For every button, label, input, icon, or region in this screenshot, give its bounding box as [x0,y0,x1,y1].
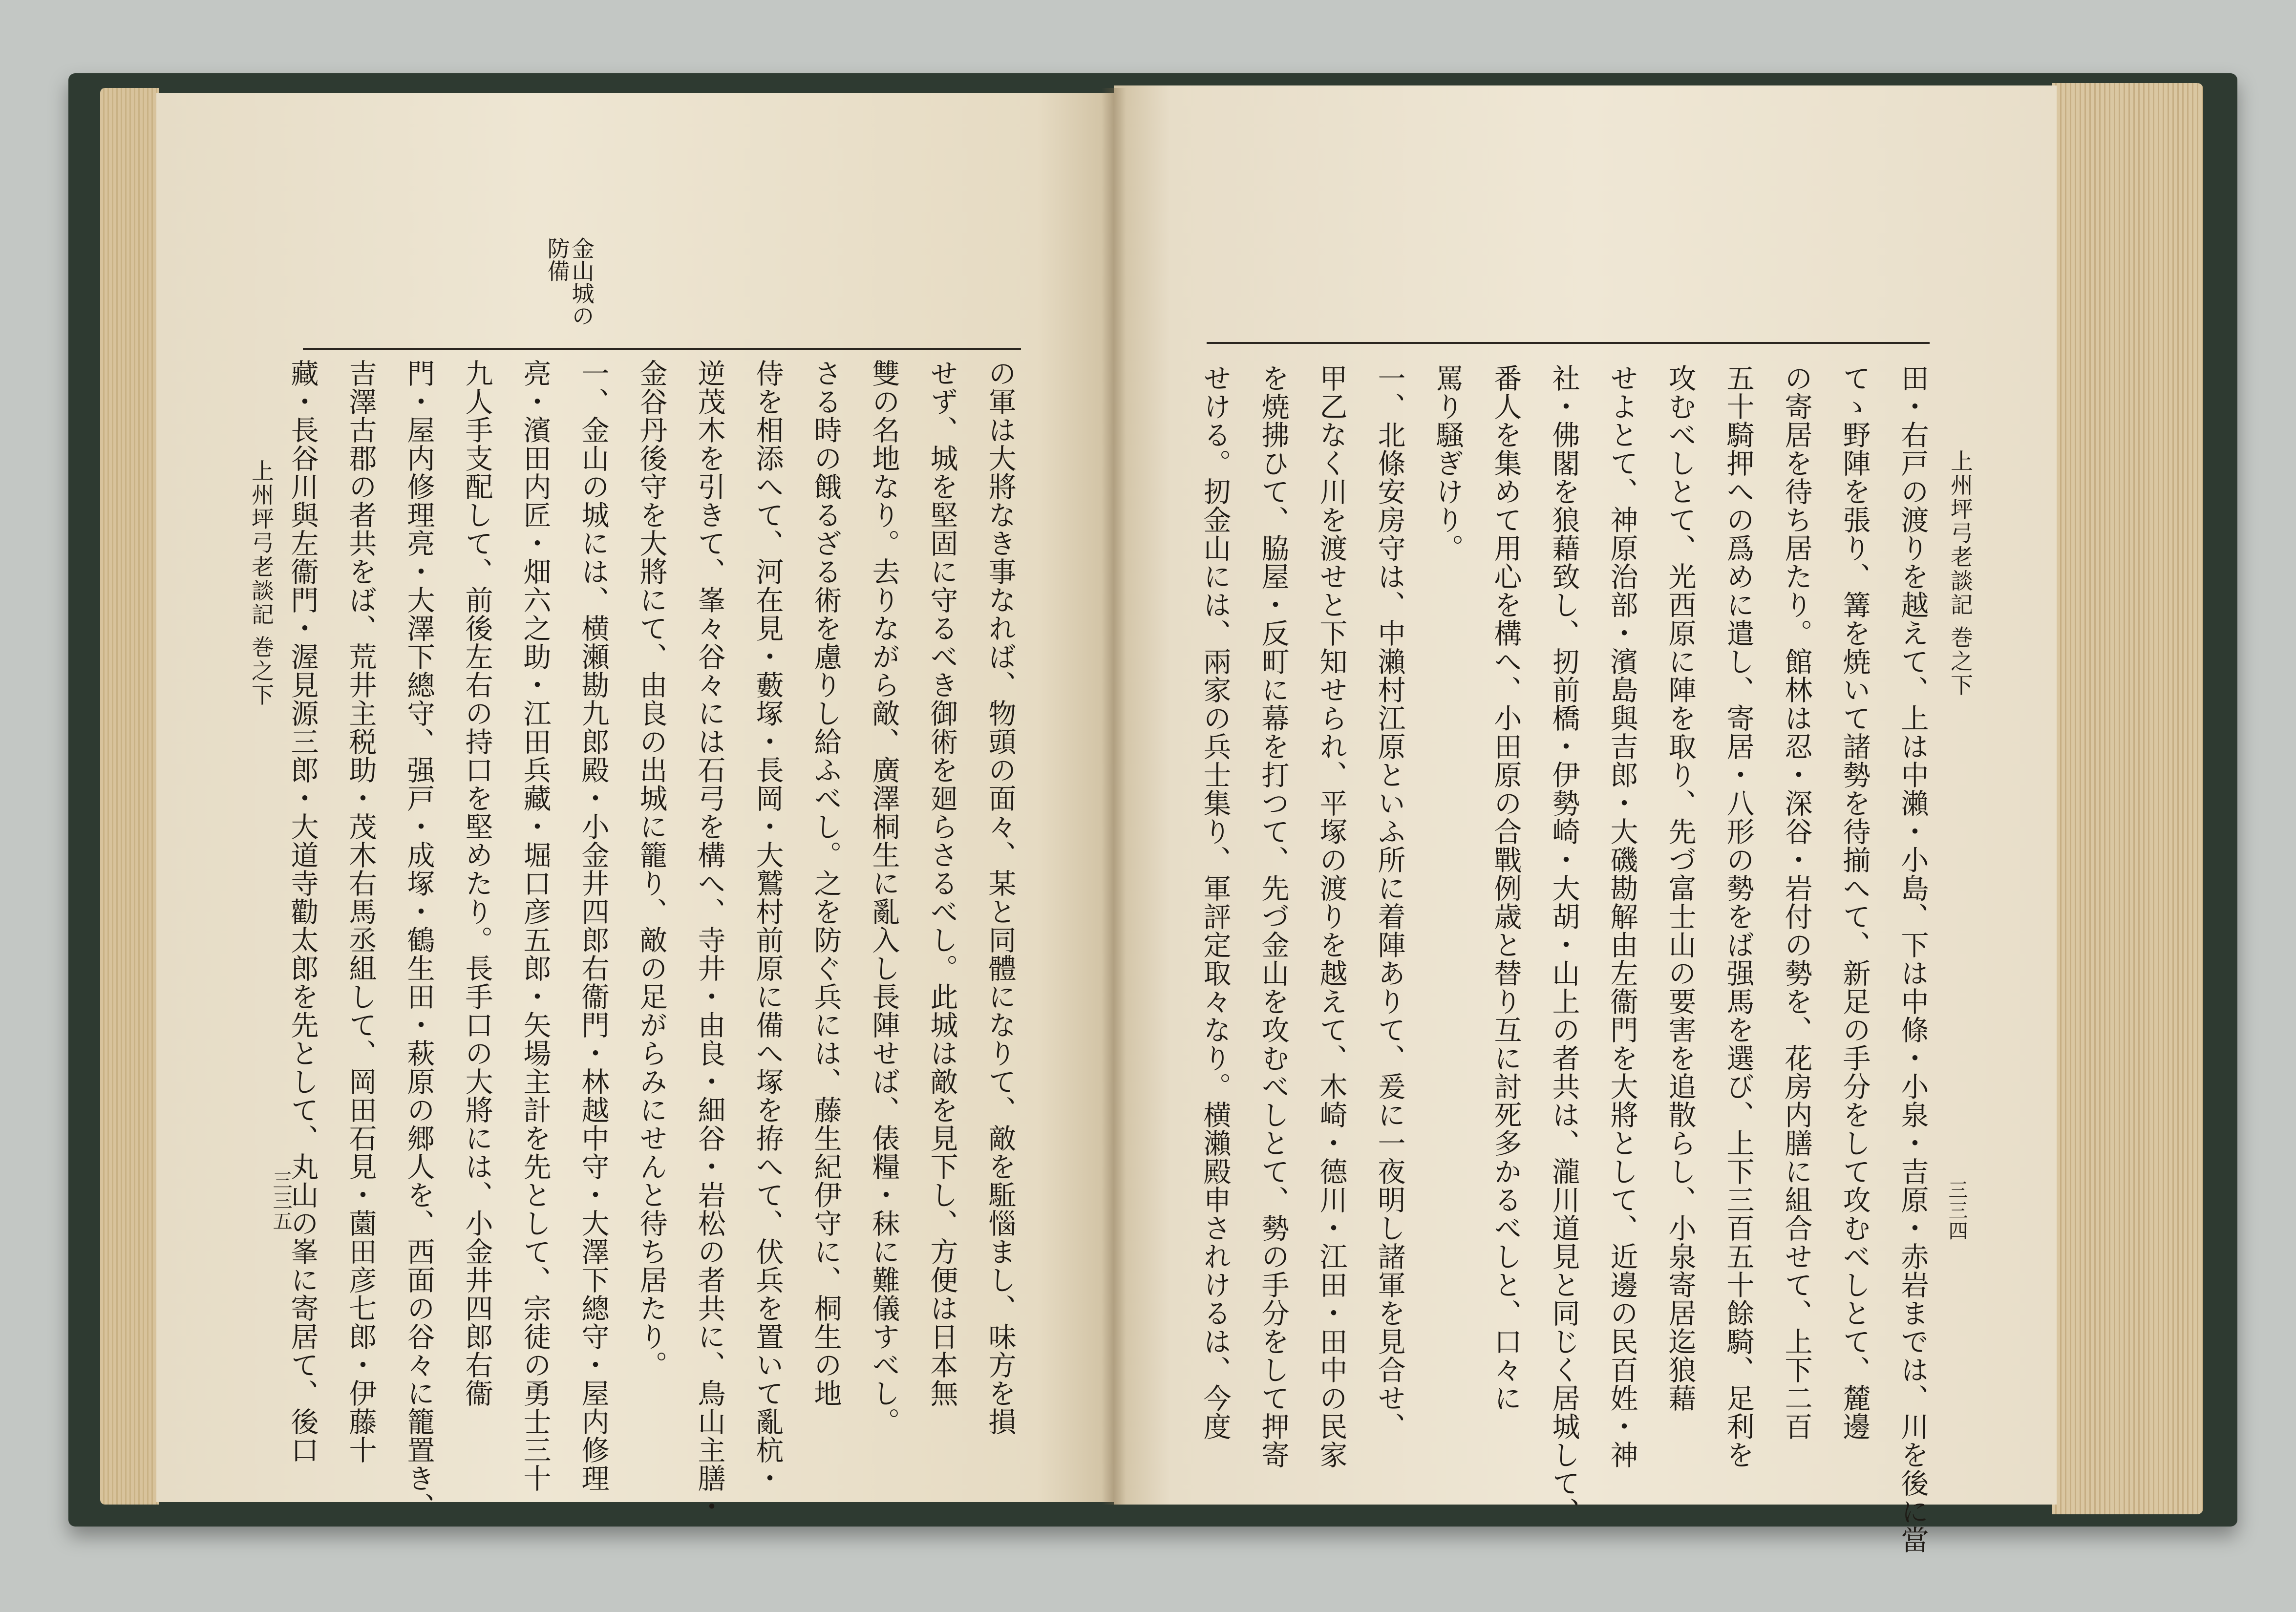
text-column: 一、金山の城には、横瀬勘九郎殿・小金井四郎右衞門・林越中守・大澤下總守・屋内修理 [577,359,609,1492]
text-column: 藏・長谷川與左衞門・渥見源三郎・大道寺勸太郎を先として、丸山の峯に寄居て、後口 [286,359,319,1464]
text-column: の軍は大將なき事なれば、物頭の面々、某と同體になりて、敵を駈惱まし、味方を損 [984,359,1016,1436]
text-column: 番人を集めて用心を構へ、小田原の合戰例歳と替り互に討死多かるべしと、口々に [1489,364,1522,1412]
text-column: の寄居を待ち居たり。館林は忍・深谷・岩付の勢を、花房内膳に組合せて、上下二百 [1780,364,1812,1441]
text-column: 逆茂木を引きて、峯々谷々には石弓を構へ、寺井・由良・細谷・岩松の者共に、鳥山主膳・ [693,359,725,1521]
text-column: さる時の餓るざる術を慮りし給ふべし。之を防ぐ兵には、藤生紀伊守に、桐生の地 [809,359,842,1407]
text-column: 亮・濱田内匠・畑六之助・江田兵藏・堀口彦五郎・矢場主計を先として、宗徒の勇士三十 [519,359,551,1492]
text-column: 雙の名地なり。去りながら敵、廣澤桐生に亂入し長陣せば、俵糧・秣に難儀すべし。 [868,359,900,1436]
right-running-title: 上州坪弓老談記 巻之下 [1947,449,1974,698]
page-edges-right [2052,83,2203,1514]
text-column: せける。扨金山には、兩家の兵士集り、軍評定取々なり。横瀨殿申されけるは、今度 [1199,364,1231,1441]
text-column: 吉澤古郡の者共をば、荒井主税助・茂木右馬丞組して、岡田石見・薗田彦七郎・伊藤十 [344,359,377,1464]
right-page-number: 三三四 [1945,1180,1968,1241]
text-column: せよとて、神原治部・濱島與吉郎・大磯勘解由左衞門を大將として、近邊の民百姓・神 [1606,364,1638,1469]
text-column: 侍を相添へて、河在見・藪塚・長岡・大鷲村前原に備へ塚を拵へて、伏兵を置いて亂杭・ [751,359,784,1492]
text-column: 攻むべしとて、光西原に陣を取り、先づ富士山の要害を追散らし、小泉寄居迄狼藉 [1664,364,1696,1412]
book-gutter [1102,88,1126,1505]
text-column: 甲乙なく川を渡せと下知せられ、平塚の渡りを越えて、木崎・德川・江田・田中の民家 [1315,364,1347,1469]
right-header-rule [1207,342,1930,344]
left-header-rule [303,348,1021,350]
text-column: 五十騎押への爲めに遣し、寄居・八形の勢をば强馬を選び、上下三百五十餘騎、足利を [1722,364,1754,1469]
text-column: せず、城を堅固に守るべき御術を廻らさるべし。此城は敵を見下し、方便は日本無 [926,359,958,1407]
text-column: 門・屋内修理亮・大澤下總守、强戸・成塚・鶴生田・萩原の郷人を、西面の谷々に籠置き、 [403,359,435,1521]
side-heading-line-1: 金山城の [568,237,595,327]
text-column: てゝ野陣を張り、篝を焼いて諸勢を待揃へて、新足の手分をして攻むべしとて、麓邊 [1838,364,1871,1441]
text-column: 九人手支配して、前後左右の持口を堅めたり。長手口の大將には、小金井四郎右衞 [461,359,493,1407]
page-edges-left [100,88,159,1505]
text-column: 田・右戸の渡りを越えて、上は中瀨・小島、下は中條・小泉・吉原・赤岩までは、川を後に當 [1896,364,1929,1554]
left-page-number: 三三五 [270,1170,292,1231]
text-column: 金谷丹後守を大將にて、由良の出城に籠り、敵の足がらみにせんと待ち居たり。 [635,359,667,1379]
text-column: を焼拂ひて、脇屋・反町に幕を打つて、先づ金山を攻むべしとて、勢の手分をして押寄 [1257,364,1289,1469]
text-column: 罵り騒ぎけり。 [1431,364,1464,562]
text-column: 社・佛閣を狼藉致し、扨前橋・伊勢崎・大胡・山上の者共は、瀧川道見と同じく居城して、 [1548,364,1580,1526]
left-running-title: 上州坪弓老談記 巻之下 [248,459,275,707]
side-heading-line-2: 防備 [544,237,571,282]
text-column: 一、北條安房守は、中瀨村江原といふ所に着陣ありて、爰に一夜明し諸軍を見合せ、 [1373,364,1405,1441]
